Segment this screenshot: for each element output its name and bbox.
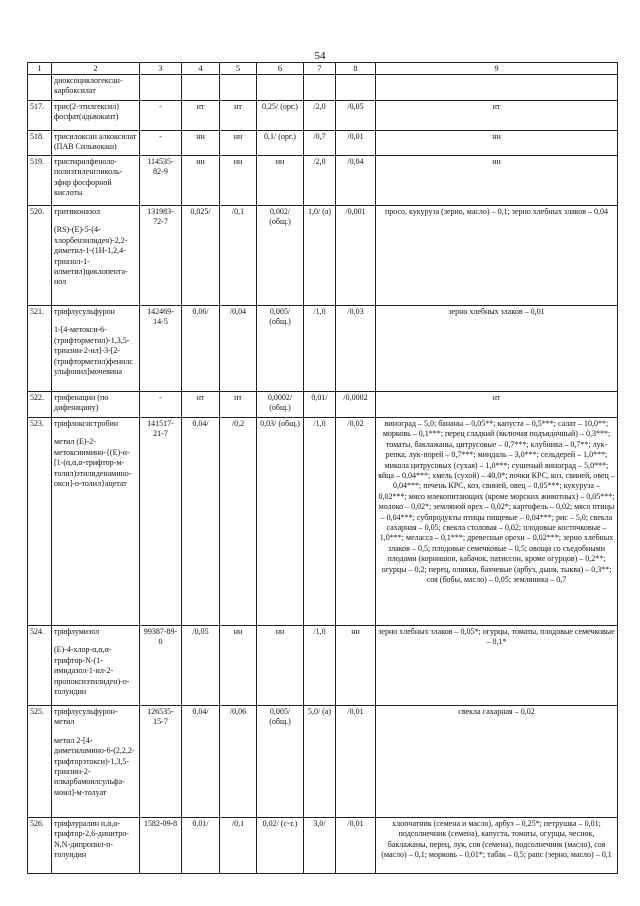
substance-cell <box>52 418 140 626</box>
substance-chemical-name: метил 2-[4-диметиламино-6-(2,2,2-трифторэтокси)-1,3,5-триазин-2-илкарбамоилсульфа-моил]-м-толуат <box>54 735 135 797</box>
value-col4: 0,04/ <box>182 706 220 818</box>
mrl-notes <box>376 75 618 101</box>
value-col7: /1,0 <box>304 418 336 626</box>
cas-number: 114535-82-9 <box>140 156 182 206</box>
substance-name: трисилоксан алкоксилат (ПАВ Сильвокаш) <box>52 131 140 156</box>
value-col8: /0,0002 <box>336 392 376 418</box>
column-header: 9 <box>376 63 618 75</box>
value-col7 <box>304 75 336 101</box>
substance-cell <box>52 206 140 306</box>
value-col8 <box>336 75 376 101</box>
column-header: 2 <box>52 63 140 75</box>
value-col7: /2,0 <box>304 101 336 131</box>
value-col8: /0,02 <box>336 418 376 626</box>
value-col7: /0,7 <box>304 131 336 156</box>
value-col5: нн <box>220 156 257 206</box>
row-number: 521. <box>28 306 52 392</box>
table-row <box>28 418 618 626</box>
column-header: 8 <box>336 63 376 75</box>
substance-name: трифенацин (по дифенацину) <box>52 392 140 418</box>
cas-number: 142469-14-5 <box>140 306 182 392</box>
mrl-notes: хлопчатник (семена и масло), арбуз – 0,25*; петрушка – 0,01; подсолнечник (семена), капуста, томаты, огурцы, чеснок, баклажаны, перец, лук, соя (семена), подсолнечник (масло), соя (масло) – 0,1; морковь – 0,01*; табак – 0,5; рапс (зерно, масло) – 0,1 <box>376 818 618 874</box>
table-row <box>28 75 618 101</box>
substance-name: трис(2-этилгексил) фосфат(адьвокант) <box>52 101 140 131</box>
substance-name: трифлумизол <box>54 627 100 637</box>
value-col5: нн <box>220 626 257 706</box>
value-col8: /0,01 <box>336 131 376 156</box>
substance-cell <box>52 306 140 392</box>
value-col4: нн <box>182 156 220 206</box>
substance-chemical-name: 1-[4-метокси-6-(трифторметил)-1,3,5-триазин-2-ил]-3-[2-(трифторметил)фенилс ульфонил]мочевина <box>54 325 133 376</box>
value-col4: 0,01/ <box>182 818 220 874</box>
substance-name: диоксоциклогексан-карбоксилат <box>52 75 140 101</box>
value-col7: /2,0 <box>304 156 336 206</box>
value-col6: 0,0002/ (общ.) <box>257 392 304 418</box>
value-col4: нт <box>182 392 220 418</box>
mrl-notes: нн <box>376 131 618 156</box>
value-col6: 0,1/ (орг.) <box>257 131 304 156</box>
row-number: 525. <box>28 706 52 818</box>
value-col8: /0,05 <box>336 101 376 131</box>
row-number: 526. <box>28 818 52 874</box>
value-col8: /0,01 <box>336 706 376 818</box>
value-col6: нн <box>257 156 304 206</box>
value-col4 <box>182 75 220 101</box>
table-row <box>28 306 618 392</box>
column-header: 4 <box>182 63 220 75</box>
value-col5: /0,2 <box>220 418 257 626</box>
cas-number: 1582-09-8 <box>140 818 182 874</box>
value-col8: /0,01 <box>336 818 376 874</box>
mrl-notes: нт <box>376 392 618 418</box>
cas-number: 141517-21-7 <box>140 418 182 626</box>
value-col6: нн <box>257 626 304 706</box>
value-col5: /0,1 <box>220 206 257 306</box>
row-number: 519. <box>28 156 52 206</box>
row-number: 520. <box>28 206 52 306</box>
value-col4: 0,025/ <box>182 206 220 306</box>
value-col6 <box>257 75 304 101</box>
table-row <box>28 626 618 706</box>
mrl-notes: нт <box>376 101 618 131</box>
row-number: 517. <box>28 101 52 131</box>
substance-name: тритиконазол <box>54 207 100 217</box>
value-col6: 0,03/ (общ.) <box>257 418 304 626</box>
value-col7: /1,0 <box>304 306 336 392</box>
page-number: 54 <box>314 50 326 62</box>
row-number <box>28 75 52 101</box>
row-number: 522. <box>28 392 52 418</box>
hygienic-standards-table <box>27 62 618 874</box>
mrl-notes: зерно хлебных злаков – 0,01 <box>376 306 618 392</box>
value-col5: /0,06 <box>220 706 257 818</box>
mrl-notes: нн <box>376 156 618 206</box>
substance-name: тристирилфеноло-полиэтиленгликоль-эфир фосфорной кислоты <box>52 156 140 206</box>
mrl-notes: просо, кукуруза (зерно, масло) – 0,1; зерно хлебных злаков – 0,04 <box>376 206 618 306</box>
table-row <box>28 206 618 306</box>
value-col6: 0,25/ (орг.) <box>257 101 304 131</box>
substance-cell <box>52 626 140 706</box>
value-col6: 0,005/ (общ.) <box>257 306 304 392</box>
cas-number: - <box>140 392 182 418</box>
value-col8: нн <box>336 626 376 706</box>
cas-number: 131983-72-7 <box>140 206 182 306</box>
table-header-row <box>28 63 618 75</box>
row-number: 524. <box>28 626 52 706</box>
table-row <box>28 818 618 874</box>
value-col7: 3,0/ <box>304 818 336 874</box>
table-row <box>28 156 618 206</box>
value-col8: /0,001 <box>336 206 376 306</box>
value-col4: 0,04/ <box>182 418 220 626</box>
mrl-notes: зерно хлебных злаков – 0,05*; огурцы, томаты, плодовые семечковые – 0,1* <box>376 626 618 706</box>
value-col6: 0,002/ (общ.) <box>257 206 304 306</box>
value-col5: /0,1 <box>220 818 257 874</box>
column-header: 1 <box>28 63 52 75</box>
substance-name: трифлусульфурон <box>54 307 115 317</box>
value-col7: /1,0 <box>304 626 336 706</box>
mrl-notes: свекла сахарная – 0,02 <box>376 706 618 818</box>
cas-number: - <box>140 131 182 156</box>
value-col4: нн <box>182 131 220 156</box>
value-col8: /0,04 <box>336 156 376 206</box>
cas-number: - <box>140 101 182 131</box>
row-number: 523. <box>28 418 52 626</box>
cas-number: 126535-15-7 <box>140 706 182 818</box>
value-col6: 0,005/ (общ.) <box>257 706 304 818</box>
table-row <box>28 392 618 418</box>
column-header: 3 <box>140 63 182 75</box>
cas-number <box>140 75 182 101</box>
cas-number: 99387-89-0 <box>140 626 182 706</box>
substance-name: трифлусульфурон-метил <box>54 707 118 727</box>
value-col5: нт <box>220 101 257 131</box>
table-row <box>28 101 618 131</box>
substance-name: трифлоксистробин <box>54 419 119 429</box>
value-col5 <box>220 75 257 101</box>
substance-chemical-name: (RS)-(E)-5-(4-хлорбензилиден)-2,2-диметил-1-(1Н-1,2,4-триазол-1-илметил)циклопента-нол <box>54 225 128 287</box>
value-col4: /0,05 <box>182 626 220 706</box>
value-col8: /0,03 <box>336 306 376 392</box>
value-col4: 0,06/ <box>182 306 220 392</box>
value-col5: нн <box>220 131 257 156</box>
column-header: 7 <box>304 63 336 75</box>
value-col7: 0,01/ <box>304 392 336 418</box>
column-header: 6 <box>257 63 304 75</box>
value-col6: 0,02/ (с-т.) <box>257 818 304 874</box>
value-col7: 5,0/ (а) <box>304 706 336 818</box>
table-row <box>28 706 618 818</box>
substance-cell <box>52 706 140 818</box>
substance-chemical-name: (Е)-4-хлор-α,α,α-трифтор-N-(1-имидазол-1-ил-2-пропоксиэтилиден)-о-толуидин <box>54 645 130 696</box>
value-col5: нт <box>220 392 257 418</box>
substance-chemical-name: метил (Е)-2-метоксиимино-{(Е)-α-[1-(α,α,α-трифтор-м-толил)этилиденамино-окси]-о-толил}ацетат <box>54 437 132 488</box>
value-col5: /0,04 <box>220 306 257 392</box>
column-header: 5 <box>220 63 257 75</box>
value-col4: нт <box>182 101 220 131</box>
substance-name: трифлуралин α,α,α-трифтор-2,6-динитро-N,N-дипропил-п-толуидин <box>52 818 140 874</box>
row-number: 518. <box>28 131 52 156</box>
mrl-notes: виноград – 5,0; бананы – 0,05**; капуста – 0,5***; салат – 10,0**; морковь – 0,1***; перец сладкий (включая подъядочный) – 0,3***; томаты, баклажаны, цитрусовые – 0,7***; клубника – 0,7**; лук-репка, лук-порей – 0,7***; миндаль – 3,0***; сельдерей – 1,0***; микола цитрусовых (сухая) – 1,0***; сушеный виноград – 5,0***; яйца – 0,04***; хмель (сухой) – 40,0*; почки КРС, коз, свиней, овец – 0,04***; печень КРС, коз, свиней, овец – 0,05***; кукуруза – 0,02***; мясо млекопитающих (кроме морских животных) – 0,05***; молоко – 0,02*; земляной орех – 0,02*; картофель – 0,02; мясо птицы – 0,04***; субпродукты птицы пищевые – 0,04***; рис – 5,0; свекла сахарная – 0,05; свекла столовая – 0,02; плодовые косточковые – 1,0***; меласса – 0,1***; древесные орехи – 0,02***; зерно хлебных злаков – 0,5; плодовые семечковые – 0,5; овощи со съедобными плодами (корнишон, кабачок, патиссон, кроме огурцов) – 0,2**; огурцы – 0,2; перец, оливки, бахчевые (арбуз, дыня, тыква) – 0,3**; соя (бобы, масло) – 0,05; земляника – 0,7 <box>376 418 618 626</box>
value-col7: 1,0/ (а) <box>304 206 336 306</box>
table-row <box>28 131 618 156</box>
